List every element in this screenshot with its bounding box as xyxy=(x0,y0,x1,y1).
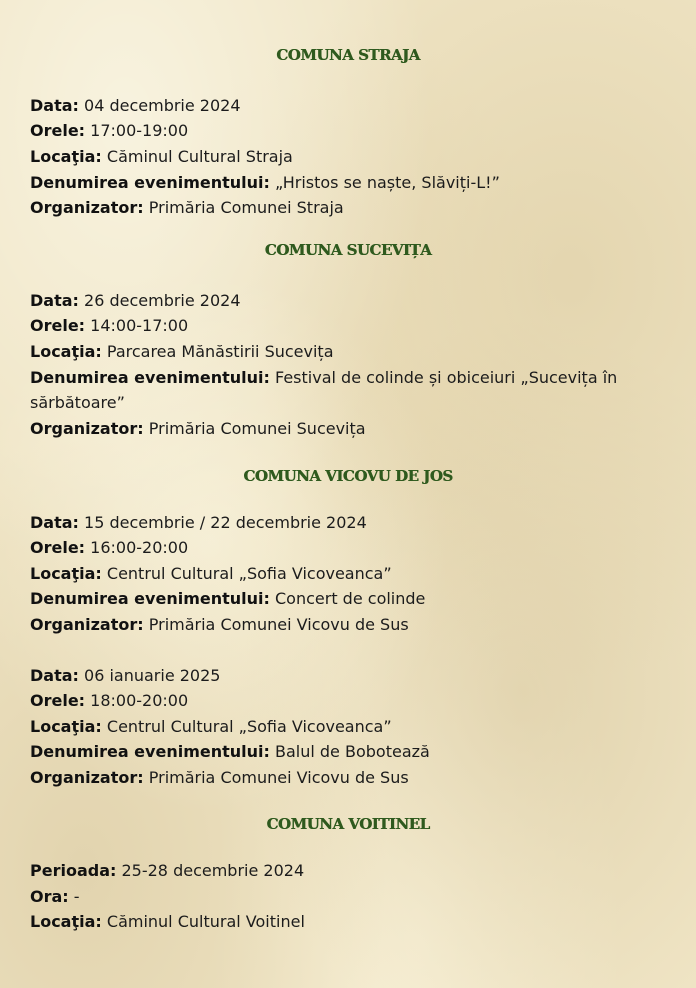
section-heading-sucevita: COMUNA SUCEVIȚA xyxy=(264,241,432,259)
location-label: Locaţia: xyxy=(30,717,102,736)
date-value: 04 decembrie 2024 xyxy=(84,96,241,115)
event-location xyxy=(30,714,670,739)
hours-value: 14:00-17:00 xyxy=(90,316,189,335)
event-period xyxy=(30,858,670,883)
event-date xyxy=(30,663,670,688)
section-heading-vicovu-de-jos: COMUNA VICOVU DE JOS xyxy=(243,467,453,485)
event-name-value: Balul de Bobotează xyxy=(275,742,430,761)
organizer-value: Primăria Comunei Vicovu de Sus xyxy=(148,768,409,787)
event-hours xyxy=(30,688,670,713)
location-value: Căminul Cultural Voitinel xyxy=(106,912,305,931)
hours-label: Orele: xyxy=(30,538,86,557)
event-organizer xyxy=(30,195,670,220)
event-name xyxy=(30,170,670,195)
event-location xyxy=(30,561,670,586)
location-label: Locaţia: xyxy=(30,342,102,361)
hour-value: - xyxy=(73,887,80,906)
date-label: Data: xyxy=(30,666,79,685)
event-name-label: Denumirea evenimentului: xyxy=(30,742,270,761)
event-name-value: Concert de colinde xyxy=(275,589,426,608)
period-label: Perioada: xyxy=(30,861,117,880)
organizer-label: Organizator: xyxy=(30,198,144,217)
date-value: 06 ianuarie 2025 xyxy=(84,666,221,685)
organizer-label: Organizator: xyxy=(30,768,144,787)
location-label: Locaţia: xyxy=(30,147,102,166)
section-heading-straja: COMUNA STRAJA xyxy=(276,46,420,64)
event-name-label: Denumirea evenimentului: xyxy=(30,589,270,608)
event-hours xyxy=(30,118,670,143)
event-organizer xyxy=(30,765,670,790)
event-hours xyxy=(30,535,670,560)
event-hour xyxy=(30,884,670,909)
event-location xyxy=(30,339,670,364)
hours-label: Orele: xyxy=(30,691,86,710)
event-location xyxy=(30,909,670,934)
location-value: Căminul Cultural Straja xyxy=(106,147,293,166)
organizer-value: Primăria Comunei Sucevița xyxy=(148,419,366,438)
event-organizer xyxy=(30,612,670,637)
event-organizer xyxy=(30,416,670,441)
organizer-label: Organizator: xyxy=(30,615,144,634)
organizer-label: Organizator: xyxy=(30,419,144,438)
date-value: 26 decembrie 2024 xyxy=(84,291,241,310)
event-name-label: Denumirea evenimentului: xyxy=(30,368,270,387)
location-value: Centrul Cultural „Sofia Vicoveanca” xyxy=(106,717,392,736)
event-name-label: Denumirea evenimentului: xyxy=(30,173,270,192)
event-name-value: „Hristos se naște, Slăviți-L!” xyxy=(275,173,500,192)
event-date xyxy=(30,510,670,535)
period-value: 25-28 decembrie 2024 xyxy=(121,861,305,880)
event-name xyxy=(30,739,670,764)
hours-label: Orele: xyxy=(30,121,86,140)
event-date xyxy=(30,288,670,313)
organizer-value: Primăria Comunei Vicovu de Sus xyxy=(148,615,409,634)
location-value: Centrul Cultural „Sofia Vicoveanca” xyxy=(106,564,392,583)
organizer-value: Primăria Comunei Straja xyxy=(148,198,344,217)
location-label: Locaţia: xyxy=(30,912,102,931)
date-label: Data: xyxy=(30,96,79,115)
event-hours xyxy=(30,313,670,338)
hours-value: 18:00-20:00 xyxy=(90,691,189,710)
location-label: Locaţia: xyxy=(30,564,102,583)
date-label: Data: xyxy=(30,291,79,310)
hours-label: Orele: xyxy=(30,316,86,335)
hour-label: Ora: xyxy=(30,887,69,906)
event-name xyxy=(30,365,650,415)
hours-value: 16:00-20:00 xyxy=(90,538,189,557)
event-name xyxy=(30,586,670,611)
event-location xyxy=(30,144,670,169)
section-heading-voitinel: COMUNA VOITINEL xyxy=(266,815,430,833)
date-value: 15 decembrie / 22 decembrie 2024 xyxy=(84,513,367,532)
date-label: Data: xyxy=(30,513,79,532)
location-value: Parcarea Mănăstirii Sucevița xyxy=(106,342,334,361)
event-name-value: Festival de colinde și obiceiuri „Sucevița în sărbătoare” xyxy=(30,368,618,412)
hours-value: 17:00-19:00 xyxy=(90,121,189,140)
event-date xyxy=(30,93,670,118)
